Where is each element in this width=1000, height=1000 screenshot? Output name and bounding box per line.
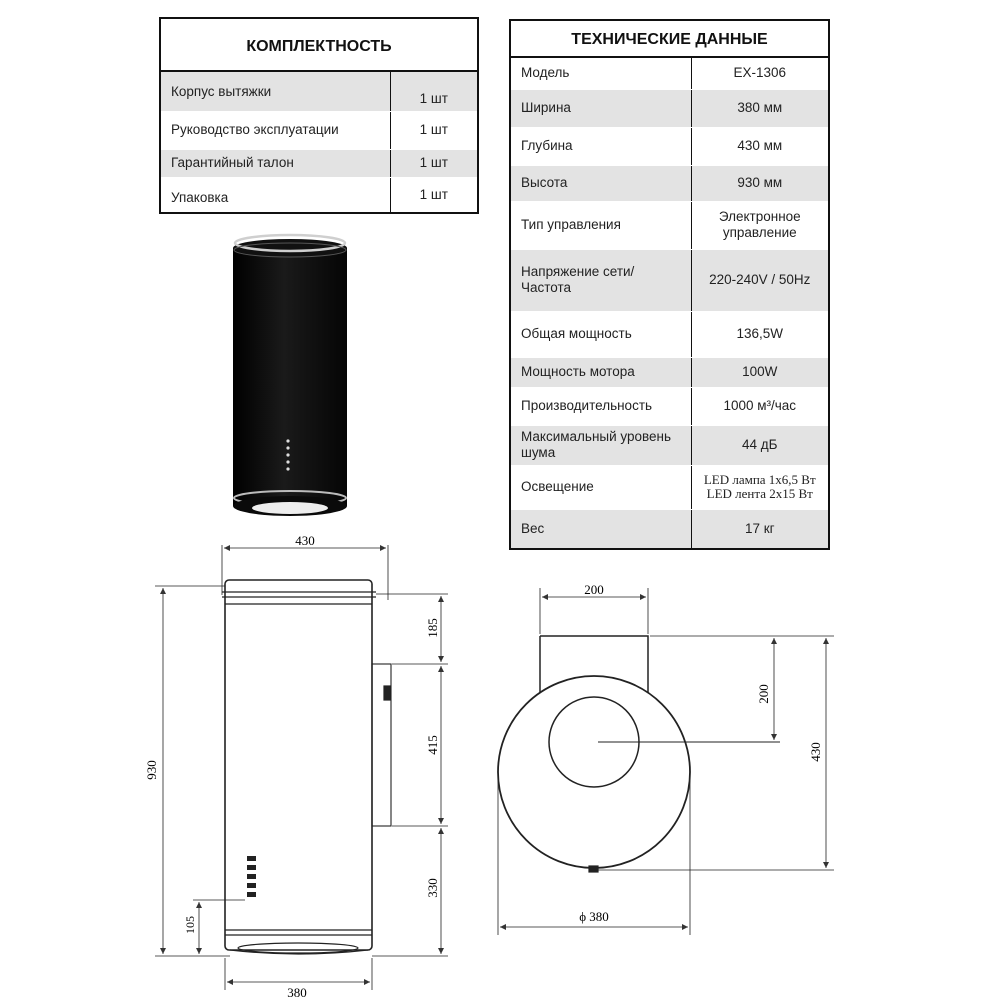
kit-title: КОМПЛЕКТНОСТЬ	[160, 18, 478, 71]
kit-item-name: Упаковка	[160, 177, 390, 213]
spec-name: Мощность мотора	[510, 357, 691, 387]
dim-depth: 430	[808, 742, 823, 762]
dim-diameter: ϕ 380	[579, 909, 609, 924]
hood-photo	[233, 235, 347, 516]
side-view-drawing	[498, 588, 834, 935]
spec-value: 136,5W	[691, 311, 829, 357]
spec-value: Электронное управление	[691, 201, 829, 249]
spec-value: 44 дБ	[691, 425, 829, 465]
dim-duct-height: 200	[756, 684, 771, 704]
spec-name: Вес	[510, 509, 691, 549]
kit-item-name: Корпус вытяжки	[160, 71, 390, 111]
spec-name: Производительность	[510, 387, 691, 425]
kit-item-qty: 1 шт	[390, 177, 478, 213]
spec-value: 17 кг	[691, 509, 829, 549]
dim-height-total: 930	[144, 760, 159, 780]
spec-name: Максимальный уровень шума	[510, 425, 691, 465]
spec-name: Общая мощность	[510, 311, 691, 357]
spec-value: 220-240V / 50Hz	[691, 249, 829, 311]
dim-duct-width: 200	[584, 582, 604, 597]
spec-name: Освещение	[510, 465, 691, 509]
kit-item-qty: 1 шт	[390, 149, 478, 177]
spec-name: Тип управления	[510, 201, 691, 249]
front-view-drawing	[155, 545, 448, 990]
dim-bottom-width: 380	[287, 985, 307, 1000]
dim-top-width: 430	[295, 533, 315, 548]
spec-value: 100W	[691, 357, 829, 387]
spec-value: 380 мм	[691, 89, 829, 127]
kit-item-qty: 1 шт	[390, 111, 478, 149]
tech-title: ТЕХНИЧЕСКИЕ ДАННЫЕ	[510, 20, 829, 57]
spec-value: 930 мм	[691, 165, 829, 201]
kit-item-qty: 1 шт	[390, 71, 478, 111]
dim-seg-top: 185	[425, 618, 440, 638]
kit-item-name: Руководство эксплуатации	[160, 111, 390, 149]
spec-name: Глубина	[510, 127, 691, 165]
spec-value: EX-1306	[691, 57, 829, 89]
spec-name: Ширина	[510, 89, 691, 127]
spec-value: 1000 м³/час	[691, 387, 829, 425]
spec-name: Высота	[510, 165, 691, 201]
drawing-buttons-icon	[247, 856, 256, 897]
dim-seg-mid: 415	[425, 735, 440, 755]
spec-name: Модель	[510, 57, 691, 89]
dim-button-offset: 105	[183, 916, 197, 934]
spec-value: 430 мм	[691, 127, 829, 165]
spec-value: LED лампа 1х6,5 Вт LED лента 2х15 Вт	[691, 465, 829, 509]
dim-seg-bottom: 330	[425, 878, 440, 898]
spec-name: Напряжение сети/ Частота	[510, 249, 691, 311]
kit-item-name: Гарантийный талон	[160, 149, 390, 177]
